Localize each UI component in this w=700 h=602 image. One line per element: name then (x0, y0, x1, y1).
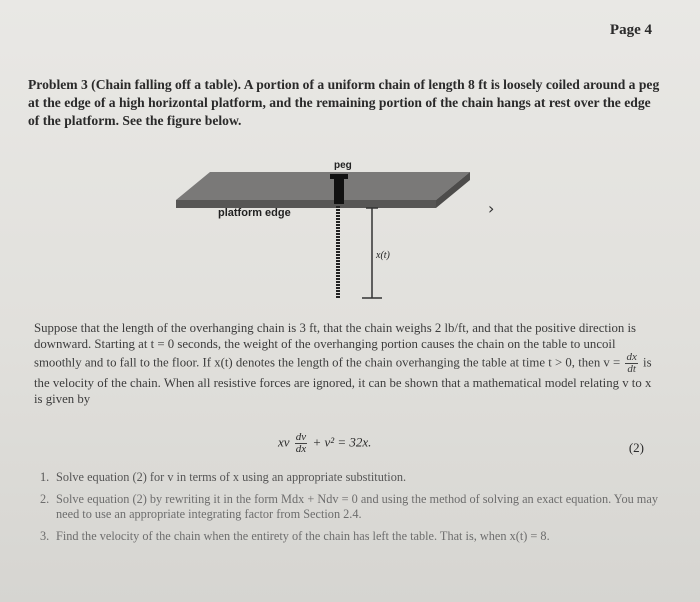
platform-edge-label: platform edge (218, 207, 291, 219)
description-part1: Suppose that the length of the overhanging chain is 3 ft, that the chain weighs 2 lb/ft, and that the positive direction is downward. Starting at t = 0 seconds, the weight of the overhanging portion causes the chain on the table to uncoil smoothly and to fall to the floor. If x(t) denotes the length of the chain overhanging the table at time t > 0, then v = (34, 321, 637, 370)
peg (334, 176, 344, 204)
page-number: Page 4 (609, 22, 652, 38)
problem-statement: Problem 3 (Chain falling off a table). A portion of a uniform chain of length 8 ft is loosely coiled around a peg at the edge of a high horizontal platform, and the remaining portion of the chain hangs at rest over the edge of the platform. See the figure below. (28, 77, 660, 128)
equation-rhs: + v² = 32x. (312, 434, 372, 450)
item-text: Solve equation (2) by rewriting it in the form Mdx + Ndv = 0 and using the method of solving an exact equation. You may need to use an appropriate integrating factor from Section 2.4. (56, 492, 658, 521)
velocity-frac-den: dt (627, 363, 636, 375)
x-label: x(t) (376, 250, 390, 261)
equation-frac-den: dx (295, 443, 307, 455)
platform-front (176, 200, 436, 208)
peg-label: peg (334, 160, 352, 171)
equation-lhs-prefix: xv (278, 434, 290, 450)
platform-top (176, 172, 470, 200)
chain-figure (0, 158, 700, 308)
arrow-glyph: › (488, 199, 495, 218)
equation-frac-num: dv (295, 431, 307, 443)
task-list (40, 470, 660, 551)
list-item (40, 492, 660, 522)
velocity-frac-num: dx (626, 351, 637, 363)
equation-2 (0, 428, 700, 462)
item-number: 3. (40, 529, 50, 543)
equation-number: (2) (628, 440, 644, 455)
list-item (40, 470, 660, 485)
list-item (40, 529, 660, 544)
model-description (34, 320, 658, 407)
chain-diagram (0, 158, 700, 308)
equation-fraction (295, 432, 307, 455)
item-number: 2. (40, 492, 50, 506)
peg-cap (330, 174, 348, 179)
item-text: Solve equation (2) for v in terms of x using an appropriate substitution. (56, 470, 407, 484)
equation-expression (278, 432, 371, 455)
item-text: Find the velocity of the chain when the entirety of the chain has left the table. That is, when x(t) = 8. (56, 529, 550, 543)
velocity-fraction (625, 352, 637, 375)
item-number: 1. (40, 470, 50, 484)
description-part2: is the velocity of the chain. When all resistive forces are ignored, it can be shown that a mathematical model relating v to x is given by (34, 355, 652, 406)
